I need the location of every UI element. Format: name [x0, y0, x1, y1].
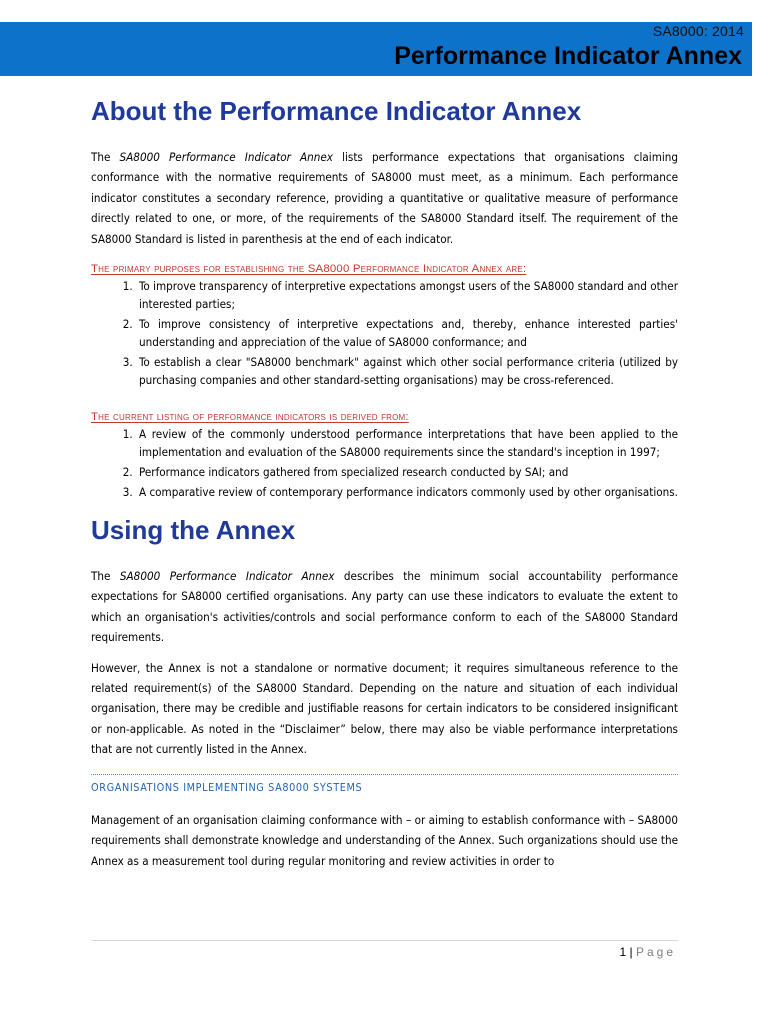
- subsection-heading: ORGANISATIONS IMPLEMENTING SA8000 SYSTEMS: [91, 774, 678, 794]
- page-footer: [619, 945, 676, 959]
- page-label: Page: [635, 945, 676, 959]
- list-item: 3. A comparative review of contemporary performance indicators commonly used by other organisations.: [136, 483, 678, 501]
- using-paragraph-1: [91, 566, 678, 648]
- list-item: 1. A review of the commonly understood performance interpretations that have been applied to the implementation and evaluation of the SA8000 requirements since the standard's inception in 1997;: [136, 425, 678, 461]
- list-item: 1. To improve transparency of interpretive expectations amongst users of the SA8000 standard and other interested parties;: [136, 277, 678, 313]
- text-span: The: [91, 569, 120, 584]
- list-item: 2. Performance indicators gathered from specialized research conducted by SAI; and: [136, 463, 678, 481]
- text-span: lists performance expectations that organisations claiming conformance with the normative requirements of SA8000 must meet, as a minimum. Each performance indicator constitutes a secondary reference, providing a quantitative or qualitative measure of performance directly related to one, or more, of the requirements of the SA8000 Standard itself. The requirement of the SA8000 Standard is listed in parenthesis at the end of each indicator.: [91, 150, 678, 246]
- text-span: describes the minimum social accountability performance expectations for SA8000 certified organisations. Any party can use these indicators to evaluate the extent to which an organisation's activities/controls and social performance conform to each of the SA8000 Standard requirements.: [91, 569, 678, 645]
- purposes-subheading: The primary purposes for establishing the SA8000 Performance Indicator Annex are:: [91, 263, 527, 276]
- listing-list: [91, 425, 678, 501]
- italic-title: SA8000 Performance Indicator Annex: [119, 569, 335, 584]
- listing-subheading: The current listing of performance indicators is derived from:: [91, 411, 409, 424]
- page-content: [91, 90, 678, 871]
- text-span: The: [91, 150, 120, 164]
- header-bar: [0, 22, 752, 76]
- about-paragraph: [91, 147, 678, 249]
- page-number: 1: [619, 945, 627, 959]
- purposes-list: [91, 277, 678, 389]
- header-title: Performance Indicator Annex: [394, 42, 742, 70]
- footer-divider: [91, 940, 678, 941]
- implementing-paragraph: Management of an organisation claiming conformance with – or aiming to establish conformance with – SA8000 requirements shall demonstrate knowledge and understanding of the Annex. Such organizations should use the Annex as a measurement tool during regular monitoring and review activities in order to: [91, 812, 678, 868]
- using-paragraph-2: However, the Annex is not a standalone or normative document; it requires simultaneous reference to the related requirement(s) of the SA8000 Standard. Depending on the nature and situation of each individual organisation, there may be credible and justifiable reasons for certain indicators to be considered insignificant or non-applicable. As noted in the “Disclaimer” below, there may also be viable performance interpretations that are not currently listed in the Annex.: [91, 660, 678, 757]
- section-heading-about: About the Performance Indicator Annex: [91, 96, 582, 126]
- section-heading-using: Using the Annex: [91, 515, 296, 546]
- header-standard: SA8000: 2014: [652, 23, 744, 39]
- list-item: 2. To improve consistency of interpretive expectations and, thereby, enhance interested parties' understanding and appreciation of the value of SA8000 conformance; and: [136, 315, 678, 351]
- footer-separator: |: [626, 945, 636, 959]
- italic-title: SA8000 Performance Indicator Annex: [119, 150, 333, 164]
- list-item: 3. To establish a clear "SA8000 benchmark" against which other social performance criteria (utilized by purchasing companies and other standard-setting organisations) may be cross-referenced.: [136, 353, 678, 389]
